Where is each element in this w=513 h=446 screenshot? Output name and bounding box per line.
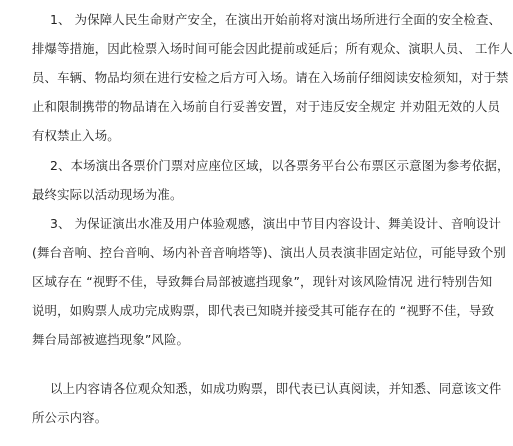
paragraph-2-line-2: 最终实际以活动现场为准。 <box>32 187 183 202</box>
paragraph-4-line-2: 所公示内容。 <box>32 410 108 425</box>
paragraph-1-line-2: 排爆等措施，因此检票入场时间可能会因此提前或延后；所有观众、演职人员、 工作人 <box>32 41 513 56</box>
paragraph-3-line-3: 区域存在 “视野不佳，导致舞台局部被遮挡现象”，现针对该风险情况 进行特别告知 <box>32 274 493 289</box>
paragraph-3-line-5: 舞台局部被遮挡现象”风险。 <box>32 332 190 347</box>
paragraph-2-line-1: 2、本场演出各票价门票对应座位区域，以各票务平台公布票区示意图为参考依据， <box>50 158 510 173</box>
paragraph-1-line-3: 员、车辆、物品均须在进行安检之后方可入场。请在入场前仔细阅读安检须知，对于禁 <box>32 70 509 85</box>
paragraph-4-line-1: 以上内容请各位观众知悉，如成功购票，即代表已认真阅读，并知悉、同意该文件 <box>50 381 502 396</box>
paragraph-1-line-5: 有权禁止入场。 <box>32 128 120 143</box>
paragraph-1-line-1: 1、 为保障人民生命财产安全，在演出开始前将对演出场所进行全面的安全检查、 <box>50 12 502 27</box>
paragraph-3-line-4: 说明，如购票人成功完成购票，即代表已知晓并接受其可能存在的 “视野不佳，导致 <box>32 303 495 318</box>
paragraph-3-line-2: (舞台音响、控台音响、场内补音音响塔等)、演出人员表演非固定站位，可能导致个别 <box>32 245 506 260</box>
paragraph-1-line-4: 止和限制携带的物品请在入场前自行妥善安置，对于违反安全规定 并劝阻无效的人员 <box>32 99 501 114</box>
paragraph-3-line-1: 3、 为保证演出水准及用户体验观感，演出中节目内容设计、舞美设计、音响设计 <box>50 216 502 231</box>
